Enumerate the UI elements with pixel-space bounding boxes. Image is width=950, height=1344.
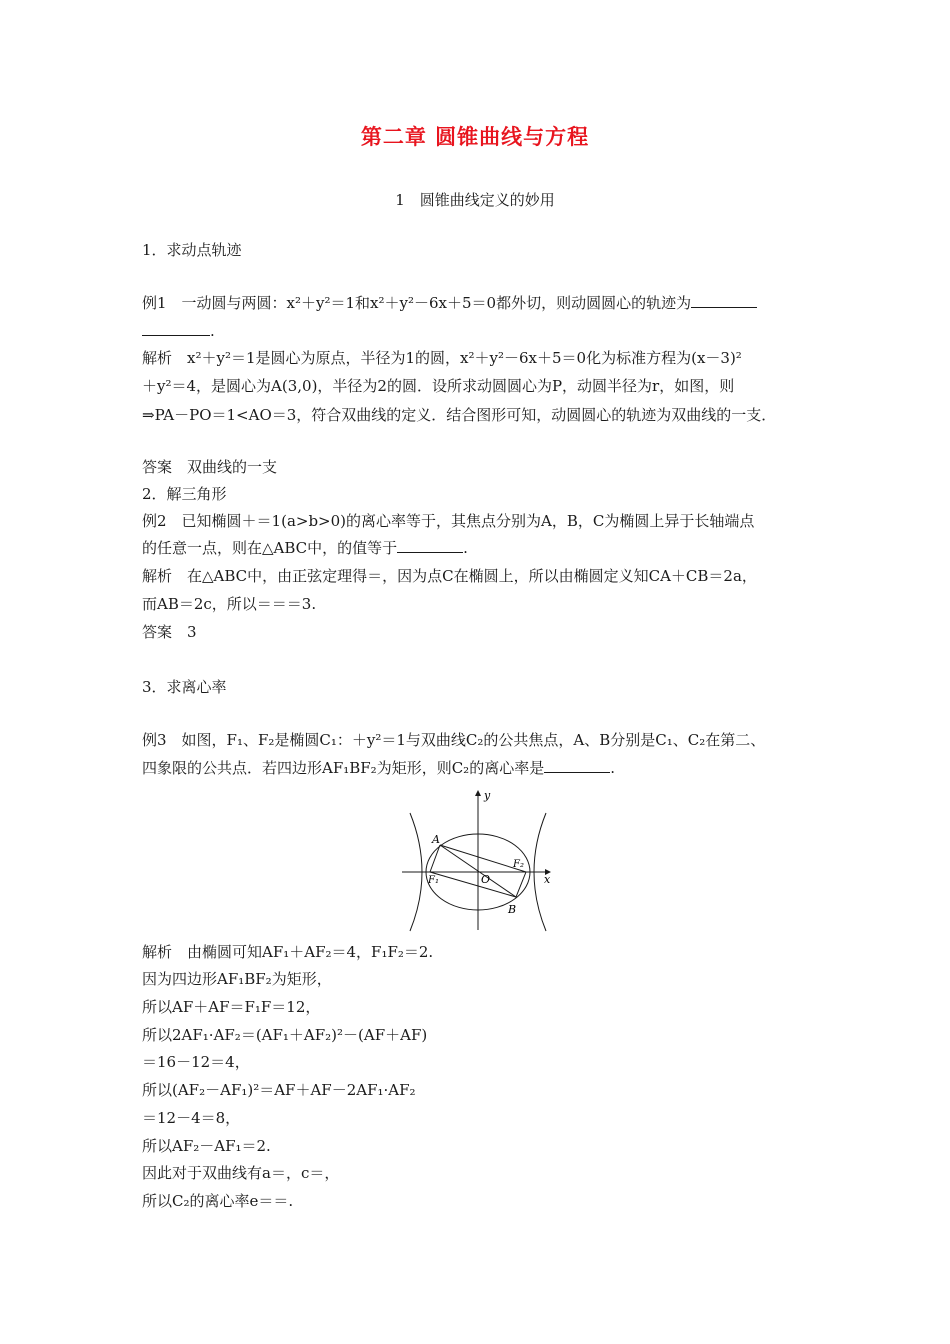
solution-3-line-2: 因为四边形AF₁BF₂为矩形，: [142, 970, 332, 988]
example-1-text: 例1 一动圆与两圆：x²＋y²＝1和x²＋y²－6x＋5＝0都外切，则动圆圆心的轨迹为: [142, 294, 692, 312]
solution-2-line-2: 而AB＝2c，所以＝＝＝3.: [142, 595, 317, 613]
label-b: B: [508, 903, 517, 916]
label-a: A: [432, 833, 440, 846]
answer-blank: [691, 293, 757, 308]
label-o: O: [481, 873, 491, 886]
solution-3-line-1: 解析 由椭圆可知AF₁＋AF₂＝4，F₁F₂＝2.: [142, 943, 434, 961]
heading-2: 2．解三角形: [142, 485, 227, 503]
period: .: [610, 759, 615, 777]
solution-3-line-6: 所以(AF₂－AF₁)²＝AF＋AF－2AF₁·AF₂: [142, 1081, 416, 1099]
label-x: x: [544, 873, 551, 886]
solution-3-line-8: 所以AF₂－AF₁＝2.: [142, 1137, 271, 1155]
answer-blank: [142, 321, 210, 336]
solution-1-line-3: ⇒PA－PO＝1<AO＝3，符合双曲线的定义．结合图形可知，动圆圆心的轨迹为双曲线的一支．: [142, 406, 777, 424]
example-3-text: 四象限的公共点．若四边形AF₁BF₂为矩形，则C₂的离心率是: [142, 759, 545, 777]
solution-3-line-9: 因此对于双曲线有a＝，c＝，: [142, 1164, 340, 1182]
example-3-line-1: 例3 如图，F₁、F₂是椭圆C₁：＋y²＝1与双曲线C₂的公共焦点，A、B分别是C₁、C₂在第二、: [142, 731, 766, 749]
example-1-line-2: [142, 321, 822, 341]
solution-3-line-7: ＝12－4＝8，: [142, 1109, 241, 1127]
solution-3-line-4: 所以2AF₁·AF₂＝(AF₁＋AF₂)²－(AF＋AF): [142, 1026, 428, 1044]
solution-1-line-1: 解析 x²＋y²＝1是圆心为原点，半径为1的圆，x²＋y²－6x＋5＝0化为标准方程为(x－3)²: [142, 349, 742, 367]
section-title: 1 圆锥曲线定义的妙用: [395, 191, 555, 209]
example-3-line-2: [142, 758, 822, 778]
figure-svg: [398, 785, 558, 933]
answer-blank: [544, 758, 610, 773]
solution-3-line-3: 所以AF＋AF＝F₁F＝12，: [142, 998, 321, 1016]
label-f1: F₁: [428, 875, 439, 886]
answer-blank: [397, 538, 463, 553]
answer-2: 答案 3: [142, 623, 197, 641]
example-2-line-1: 例2 已知椭圆＋＝1(a>b>0)的离心率等于，其焦点分别为A，B，C为椭圆上异于长轴端点: [142, 512, 755, 530]
period: .: [210, 322, 215, 340]
example-2-line-2: [142, 538, 822, 558]
ellipse-hyperbola-figure: [398, 785, 558, 933]
solution-1-line-2: ＋y²＝4，是圆心为A(3,0)，半径为2的圆．设所求动圆圆心为P，动圆半径为r，如图，则: [142, 377, 735, 395]
answer-1: 答案 双曲线的一支: [142, 458, 278, 476]
label-y: y: [484, 789, 491, 802]
example-1-line: [142, 293, 822, 313]
label-f2: F₂: [513, 859, 524, 870]
chapter-title: 第二章 圆锥曲线与方程: [360, 125, 590, 149]
period: .: [463, 539, 468, 557]
solution-3-line-10: 所以C₂的离心率e＝＝.: [142, 1192, 294, 1210]
heading-3: 3．求离心率: [142, 678, 227, 696]
solution-2-line-1: 解析 在△ABC中，由正弦定理得＝，因为点C在椭圆上，所以由椭圆定义知CA＋CB＝2a，: [142, 567, 757, 585]
example-2-text: 的任意一点，则在△ABC中，的值等于: [142, 539, 398, 557]
solution-3-line-5: ＝16－12＝4，: [142, 1053, 250, 1071]
heading-1: 1．求动点轨迹: [142, 241, 242, 259]
